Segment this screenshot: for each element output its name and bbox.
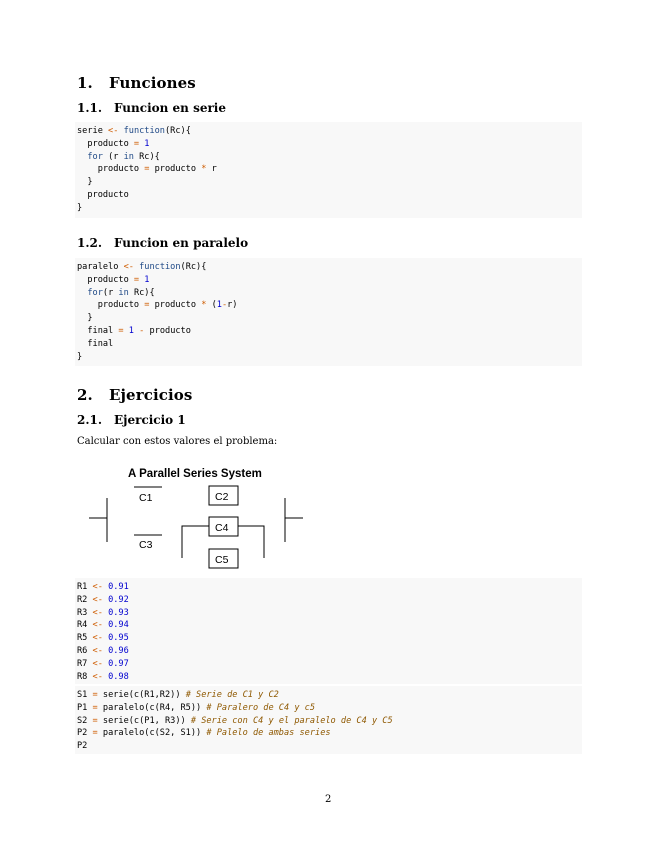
code-token: serie(c(P1, R3)) bbox=[97, 715, 191, 726]
code-block-values bbox=[75, 578, 582, 684]
section-title: Ejercicios bbox=[109, 386, 193, 404]
code-line bbox=[77, 351, 582, 364]
section-number: 1. bbox=[77, 74, 93, 92]
code-token: <- bbox=[92, 633, 103, 644]
parallel-series-diagram bbox=[85, 460, 315, 575]
code-line bbox=[77, 645, 582, 658]
code-token: function bbox=[123, 126, 165, 136]
c4-label: C4 bbox=[215, 522, 229, 534]
code-line bbox=[77, 299, 582, 312]
code-token: * bbox=[201, 300, 207, 311]
code-line bbox=[77, 138, 582, 151]
subsection-title: Funcion en paralelo bbox=[114, 236, 249, 250]
code-token: for bbox=[87, 287, 103, 298]
code-token: <- bbox=[92, 582, 103, 592]
code-token: <- bbox=[108, 126, 119, 136]
code-token: (r bbox=[102, 287, 119, 298]
code-token: 0.98 bbox=[108, 671, 129, 682]
code-line bbox=[77, 189, 582, 202]
code-block-paralelo bbox=[75, 258, 582, 366]
c5-label: C5 bbox=[215, 554, 229, 566]
code-token: 0.94 bbox=[108, 620, 129, 631]
code-line bbox=[77, 689, 582, 702]
code-line bbox=[77, 202, 582, 215]
code-token: # Serie de C1 y C2 bbox=[185, 690, 279, 700]
code-token: producto bbox=[77, 138, 134, 149]
code-token bbox=[77, 288, 87, 298]
code-token: ( bbox=[206, 300, 217, 311]
code-token: function bbox=[139, 262, 181, 272]
code-line bbox=[77, 125, 582, 138]
code-line bbox=[77, 338, 582, 351]
code-token: in bbox=[123, 151, 134, 162]
code-token: R8 bbox=[77, 671, 93, 682]
code-token: <- bbox=[92, 607, 103, 618]
code-token: (Rc){ bbox=[165, 126, 191, 136]
subsection-number: 1.1. bbox=[77, 101, 103, 115]
code-token: <- bbox=[92, 645, 103, 656]
code-token: 1 bbox=[216, 300, 222, 311]
code-token: } bbox=[77, 202, 83, 213]
code-line bbox=[77, 261, 582, 274]
code-token: = bbox=[92, 702, 98, 713]
code-token: # Palelo de ambas series bbox=[206, 728, 331, 739]
code-line bbox=[77, 619, 582, 632]
code-token: = bbox=[144, 164, 150, 175]
section-title: Funciones bbox=[109, 74, 196, 92]
subsection-number: 1.2. bbox=[77, 236, 103, 250]
code-line bbox=[77, 274, 582, 287]
code-token: producto bbox=[77, 189, 129, 200]
code-token: <- bbox=[92, 658, 103, 669]
code-line bbox=[77, 632, 582, 645]
code-token: final bbox=[77, 325, 119, 336]
instruction-paragraph: Calcular con estos valores el problema: bbox=[77, 436, 278, 447]
code-line bbox=[77, 163, 582, 176]
subsection-heading-ejercicio-1 bbox=[77, 413, 186, 427]
code-token: 0.95 bbox=[108, 633, 129, 644]
code-token: * bbox=[201, 164, 207, 175]
code-line bbox=[77, 312, 582, 325]
code-token: 0.91 bbox=[108, 582, 129, 592]
code-token: paralelo bbox=[77, 262, 124, 272]
code-token: = bbox=[92, 715, 98, 726]
section-number: 2. bbox=[77, 386, 93, 404]
section-heading-funciones bbox=[77, 74, 196, 92]
subsection-number: 2.1. bbox=[77, 413, 103, 427]
code-token: Rc){ bbox=[133, 151, 160, 162]
code-block-serie bbox=[75, 122, 582, 218]
code-token: serie bbox=[77, 126, 109, 136]
code-token: producto bbox=[149, 300, 202, 311]
code-token: for bbox=[87, 151, 103, 162]
code-token: (r bbox=[102, 151, 124, 162]
code-token: (Rc){ bbox=[180, 262, 207, 272]
section-heading-ejercicios bbox=[77, 386, 192, 404]
code-token bbox=[77, 152, 87, 162]
code-token: - bbox=[139, 325, 145, 336]
code-token: 0.93 bbox=[108, 607, 129, 618]
code-token: R2 bbox=[77, 594, 93, 605]
code-token: = bbox=[92, 728, 98, 739]
code-token: R6 bbox=[77, 645, 93, 656]
code-token: paralelo(c(S2, S1)) bbox=[97, 728, 207, 739]
code-line bbox=[77, 287, 582, 300]
code-token: R4 bbox=[77, 620, 93, 631]
c2-label: C2 bbox=[215, 491, 229, 503]
code-token: } bbox=[77, 313, 93, 324]
code-line bbox=[77, 740, 582, 753]
code-token: 0.97 bbox=[108, 658, 129, 669]
c1-label: C1 bbox=[139, 492, 153, 504]
code-token: 1 bbox=[128, 325, 134, 336]
c3-label: C3 bbox=[139, 539, 153, 551]
code-token: in bbox=[118, 287, 129, 298]
code-token: <- bbox=[92, 671, 103, 682]
code-line bbox=[77, 594, 582, 607]
code-token: 0.96 bbox=[108, 645, 129, 656]
page-number: 2 bbox=[325, 794, 332, 805]
code-token: # Serie con C4 y el paralelo de C4 y C5 bbox=[190, 715, 393, 726]
code-token: # Paralero de C4 y c5 bbox=[206, 702, 316, 713]
code-token: paralelo(c(R4, R5)) bbox=[97, 702, 207, 713]
subsection-title: Funcion en serie bbox=[114, 101, 226, 115]
code-line bbox=[77, 581, 582, 594]
code-token: P1 bbox=[77, 702, 93, 713]
code-token: r bbox=[206, 164, 217, 175]
subsection-title: Ejercicio 1 bbox=[114, 413, 186, 427]
code-token: r) bbox=[227, 300, 238, 311]
code-line bbox=[77, 715, 582, 728]
code-block-calc bbox=[75, 686, 582, 754]
code-token: <- bbox=[123, 262, 134, 272]
code-line bbox=[77, 727, 582, 740]
code-token: producto bbox=[77, 274, 134, 285]
code-line bbox=[77, 176, 582, 189]
code-token: <- bbox=[92, 620, 103, 631]
code-token: } bbox=[77, 177, 93, 188]
code-token: = bbox=[133, 138, 140, 149]
code-token: P2 bbox=[77, 741, 88, 752]
parallel-left-branch bbox=[182, 526, 209, 558]
code-token: R3 bbox=[77, 607, 93, 618]
code-token: = bbox=[92, 690, 98, 700]
code-token: S2 bbox=[77, 715, 93, 726]
code-line bbox=[77, 702, 582, 715]
code-token: <- bbox=[92, 594, 103, 605]
code-token: = bbox=[133, 274, 140, 285]
code-line bbox=[77, 607, 582, 620]
code-token: } bbox=[77, 351, 83, 362]
code-token: 1 bbox=[144, 138, 150, 149]
code-token: 1 bbox=[144, 274, 150, 285]
parallel-right-branch bbox=[238, 526, 264, 558]
subsection-heading-serie bbox=[77, 101, 226, 115]
code-token: = bbox=[144, 300, 150, 311]
code-token: serie(c(R1,R2)) bbox=[97, 690, 186, 700]
code-token: - bbox=[221, 300, 228, 311]
diagram-title: A Parallel Series System bbox=[128, 468, 262, 480]
code-token: producto bbox=[149, 164, 202, 175]
code-token: S1 bbox=[77, 690, 93, 700]
code-line bbox=[77, 658, 582, 671]
code-token: producto bbox=[144, 325, 191, 336]
subsection-heading-paralelo bbox=[77, 236, 248, 250]
code-token: producto bbox=[77, 300, 145, 311]
code-token: R7 bbox=[77, 658, 93, 669]
code-token: 0.92 bbox=[108, 594, 129, 605]
code-token: R1 bbox=[77, 582, 93, 592]
code-token: P2 bbox=[77, 728, 93, 739]
code-token: Rc){ bbox=[128, 287, 155, 298]
code-token: R5 bbox=[77, 633, 93, 644]
code-token: final bbox=[77, 338, 114, 349]
code-line bbox=[77, 151, 582, 164]
code-token: producto bbox=[77, 164, 145, 175]
code-line bbox=[77, 671, 582, 684]
code-token: = bbox=[118, 325, 124, 336]
code-line bbox=[77, 325, 582, 338]
